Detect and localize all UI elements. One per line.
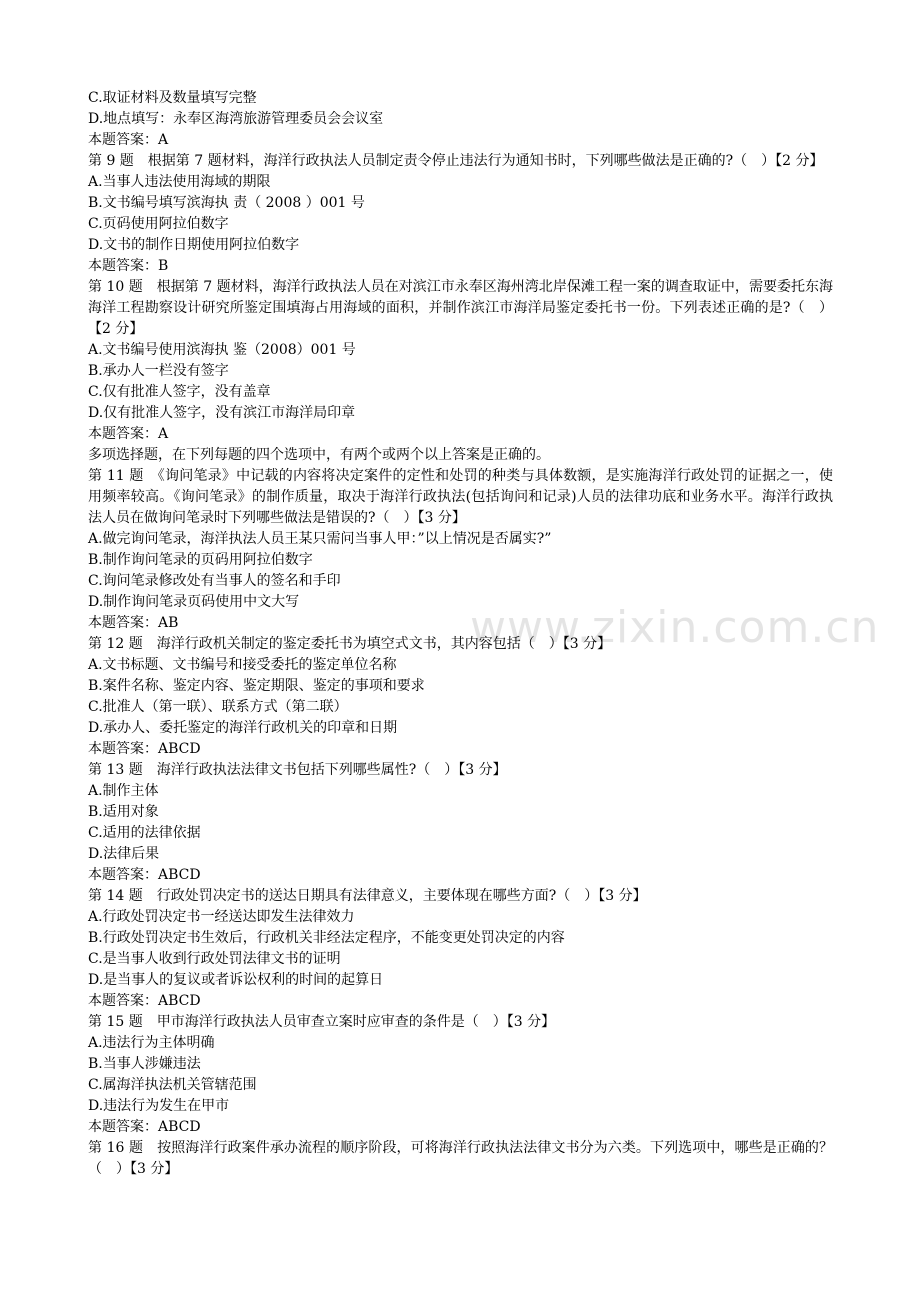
option-d: D.法律后果 <box>88 846 160 862</box>
document-body <box>88 88 880 1180</box>
option-c: C.页码使用阿拉伯数字 <box>88 216 229 232</box>
option-d: D.违法行为发生在甲市 <box>88 1098 230 1114</box>
question-text: 第 11 题 《询问笔录》中记载的内容将决定案件的定性和处罚的种类与具体数额，是实施海洋行政处罚的证据之一，使用频率较高。《询问笔录》的制作质量，取决于海洋行政执法(包括询问和记录)人员的法律功底和业务水平。海洋行政执法人员在做询问笔录时下列哪些做法是错误的?（ ）【3 分】 <box>88 468 833 526</box>
option-a: A.当事人违法使用海域的期限 <box>88 174 271 190</box>
option-d: D.文书的制作日期使用阿拉伯数字 <box>88 237 300 253</box>
option-b: B.当事人涉嫌违法 <box>88 1056 201 1072</box>
option-d: D.承办人、委托鉴定的海洋行政机关的印章和日期 <box>88 720 398 736</box>
option-d: D.地点填写：永奉区海湾旅游管理委员会会议室 <box>88 111 384 127</box>
question-text: 第 15 题 甲市海洋行政执法人员审查立案时应审查的条件是（ ）【3 分】 <box>88 1014 556 1030</box>
option-c: C.属海洋执法机关管辖范围 <box>88 1077 257 1093</box>
question-text: 第 9 题 根据第 7 题材料，海洋行政执法人员制定责令停止违法行为通知书时，下列哪些做法是正确的?（ ）【2 分】 <box>88 153 824 169</box>
question-text: 第 14 题 行政处罚决定书的送达日期具有法律意义，主要体现在哪些方面?（ ）【3 分】 <box>88 888 647 904</box>
answer-line: 本题答案：B <box>88 258 169 274</box>
section-instruction: 多项选择题，在下列每题的四个选项中，有两个或两个以上答案是正确的。 <box>88 447 550 463</box>
question-text: 第 10 题 根据第 7 题材料，海洋行政执法人员在对滨江市永奉区海州湾北岸保滩工程一案的调查取证中，需要委托东海海洋工程勘察设计研究所鉴定围填海占用海域的面积，并制作滨江市海洋局鉴定委托书一份。下列表述正确的是?（ ）【2 分】 <box>88 279 833 337</box>
option-b: B.案件名称、鉴定内容、鉴定期限、鉴定的事项和要求 <box>88 678 425 694</box>
option-c: C.询问笔录修改处有当事人的签名和手印 <box>88 573 341 589</box>
option-a: A.违法行为主体明确 <box>88 1035 215 1051</box>
option-d: D.制作询问笔录页码使用中文大写 <box>88 594 300 610</box>
option-b: B.适用对象 <box>88 804 159 820</box>
option-b: B.文书编号填写滨海执 责（ 2008 ）001 号 <box>88 195 365 211</box>
option-d: D.是当事人的复议或者诉讼权利的时间的起算日 <box>88 972 384 988</box>
answer-line: 本题答案：ABCD <box>88 741 201 757</box>
option-a: A.行政处罚决定书一经送达即发生法律效力 <box>88 909 355 925</box>
option-a: A.做完询问笔录，海洋执法人员王某只需问当事人甲：”以上情况是否属实?” <box>88 531 552 547</box>
option-a: A.制作主体 <box>88 783 159 799</box>
answer-line: 本题答案：A <box>88 132 169 148</box>
option-a: A.文书编号使用滨海执 鉴（2008）001 号 <box>88 342 356 358</box>
question-text: 第 16 题 按照海洋行政案件承办流程的顺序阶段，可将海洋行政执法法律文书分为六类。下列选项中，哪些是正确的？（ ）【3 分】 <box>88 1140 833 1177</box>
option-c: C.是当事人收到行政处罚法律文书的证明 <box>88 951 341 967</box>
option-c: C.取证材料及数量填写完整 <box>88 90 257 106</box>
answer-line: 本题答案：ABCD <box>88 993 201 1009</box>
question-text: 第 13 题 海洋行政执法法律文书包括下列哪些属性?（ ）【3 分】 <box>88 762 507 778</box>
watermark: www.zixin.com.cn <box>470 602 880 653</box>
option-b: B.行政处罚决定书生效后，行政机关非经法定程序，不能变更处罚决定的内容 <box>88 930 565 946</box>
answer-line: 本题答案：A <box>88 426 169 442</box>
question-text: 第 12 题 海洋行政机关制定的鉴定委托书为填空式文书，其内容包括（ ）【3 分】 <box>88 636 612 652</box>
option-d: D.仅有批准人签字，没有滨江市海洋局印章 <box>88 405 356 421</box>
option-c: C.批准人（第一联）、联系方式（第二联） <box>88 699 348 715</box>
answer-line: 本题答案：AB <box>88 615 179 631</box>
option-a: A.文书标题、文书编号和接受委托的鉴定单位名称 <box>88 657 397 673</box>
option-b: B.制作询问笔录的页码用阿拉伯数字 <box>88 552 313 568</box>
option-c: C.适用的法律依据 <box>88 825 201 841</box>
option-b: B.承办人一栏没有签字 <box>88 363 229 379</box>
answer-line: 本题答案：ABCD <box>88 1119 201 1135</box>
option-c: C.仅有批准人签字，没有盖章 <box>88 384 271 400</box>
answer-line: 本题答案：ABCD <box>88 867 201 883</box>
